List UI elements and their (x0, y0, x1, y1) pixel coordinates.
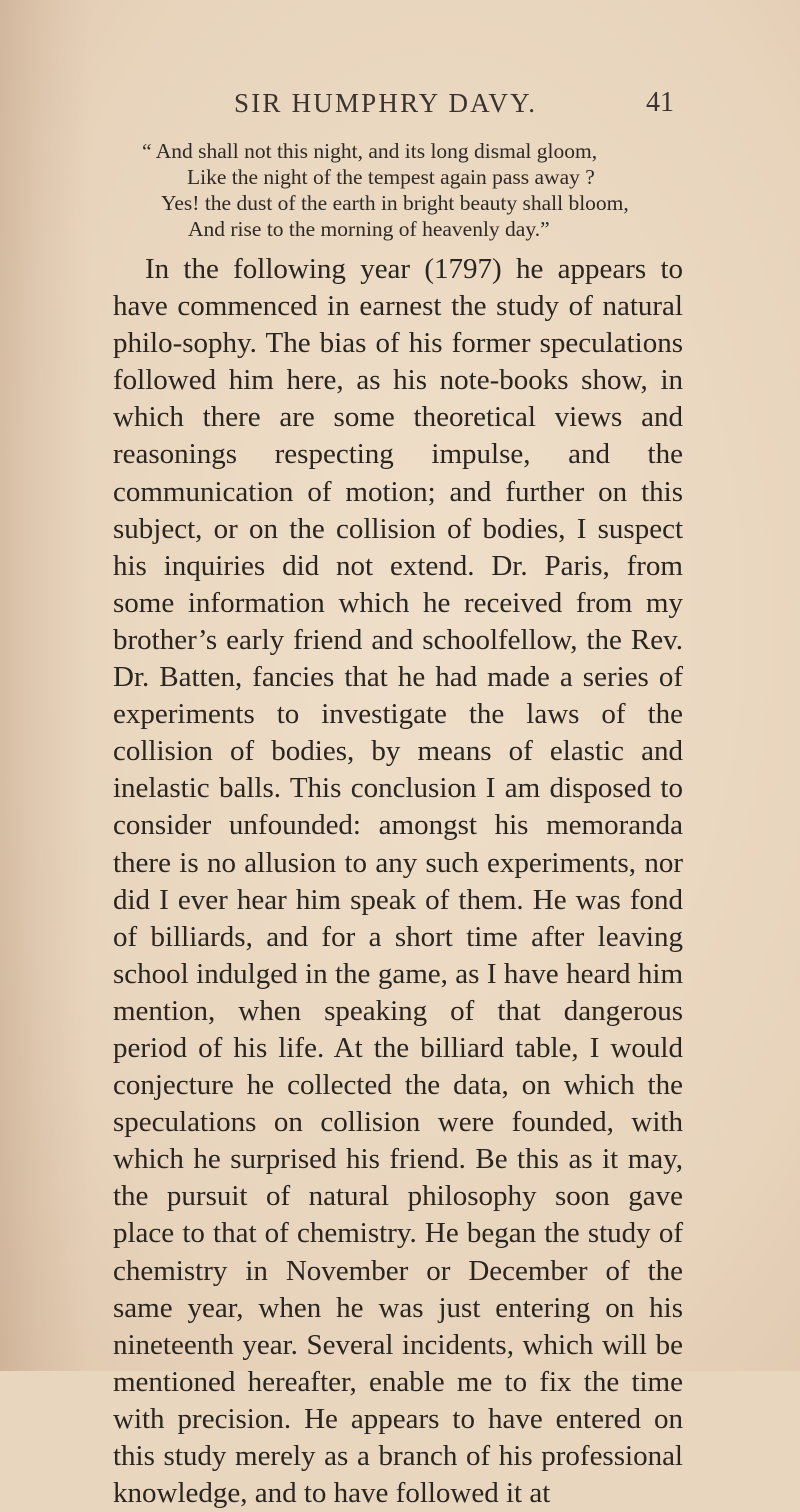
poem-line: Yes! the dust of the earth in bright beauty shall bloom, (161, 191, 629, 215)
poem-line: Like the night of the tempest again pass away ? (187, 165, 595, 189)
page-number: 41 (646, 87, 674, 118)
poem-line: And rise to the morning of heavenly day.” (188, 217, 550, 241)
poem-line: “ And shall not this night, and its long dismal gloom, (142, 139, 598, 163)
running-head (0, 88, 800, 128)
running-title: SIR HUMPHRY DAVY. (234, 88, 538, 118)
body-paragraph: In the following year (1797) he appears to have commenced in earnest the study of natural philo-sophy. The bias of his former speculations followed him here, as his note-books show, in which there are some theoretical views and reasonings respecting impulse, and the communication of motion; and further on this subject, or on the collision of bodies, I suspect his inquiries did not extend. Dr. Paris, from some information which he received from my brother’s early friend and schoolfellow, the Rev. Dr. Batten, fancies that he had made a series of experiments to investigate the laws of the collision of bodies, by means of elastic and inelastic balls. This conclusion I am disposed to consider unfounded: amongst his memoranda there is no allusion to any such experiments, nor did I ever hear him speak of them. He was fond of billiards, and for a short time after leaving school indulged in the game, as I have heard him mention, when speaking of that dangerous period of his life. At the billiard table, I would conjecture he collected the data, on which the speculations on collision were founded, with which he surprised his friend. Be this as it may, the pursuit of natural philosophy soon gave place to that of chemistry. He began the study of chemistry in November or December of the same year, when he was just entering on his nineteenth year. Several incidents, which will be mentioned hereafter, enable me to fix the time with precision. He appears to have entered on this study merely as a branch of his professional knowledge, and to have followed it at (113, 253, 683, 1510)
